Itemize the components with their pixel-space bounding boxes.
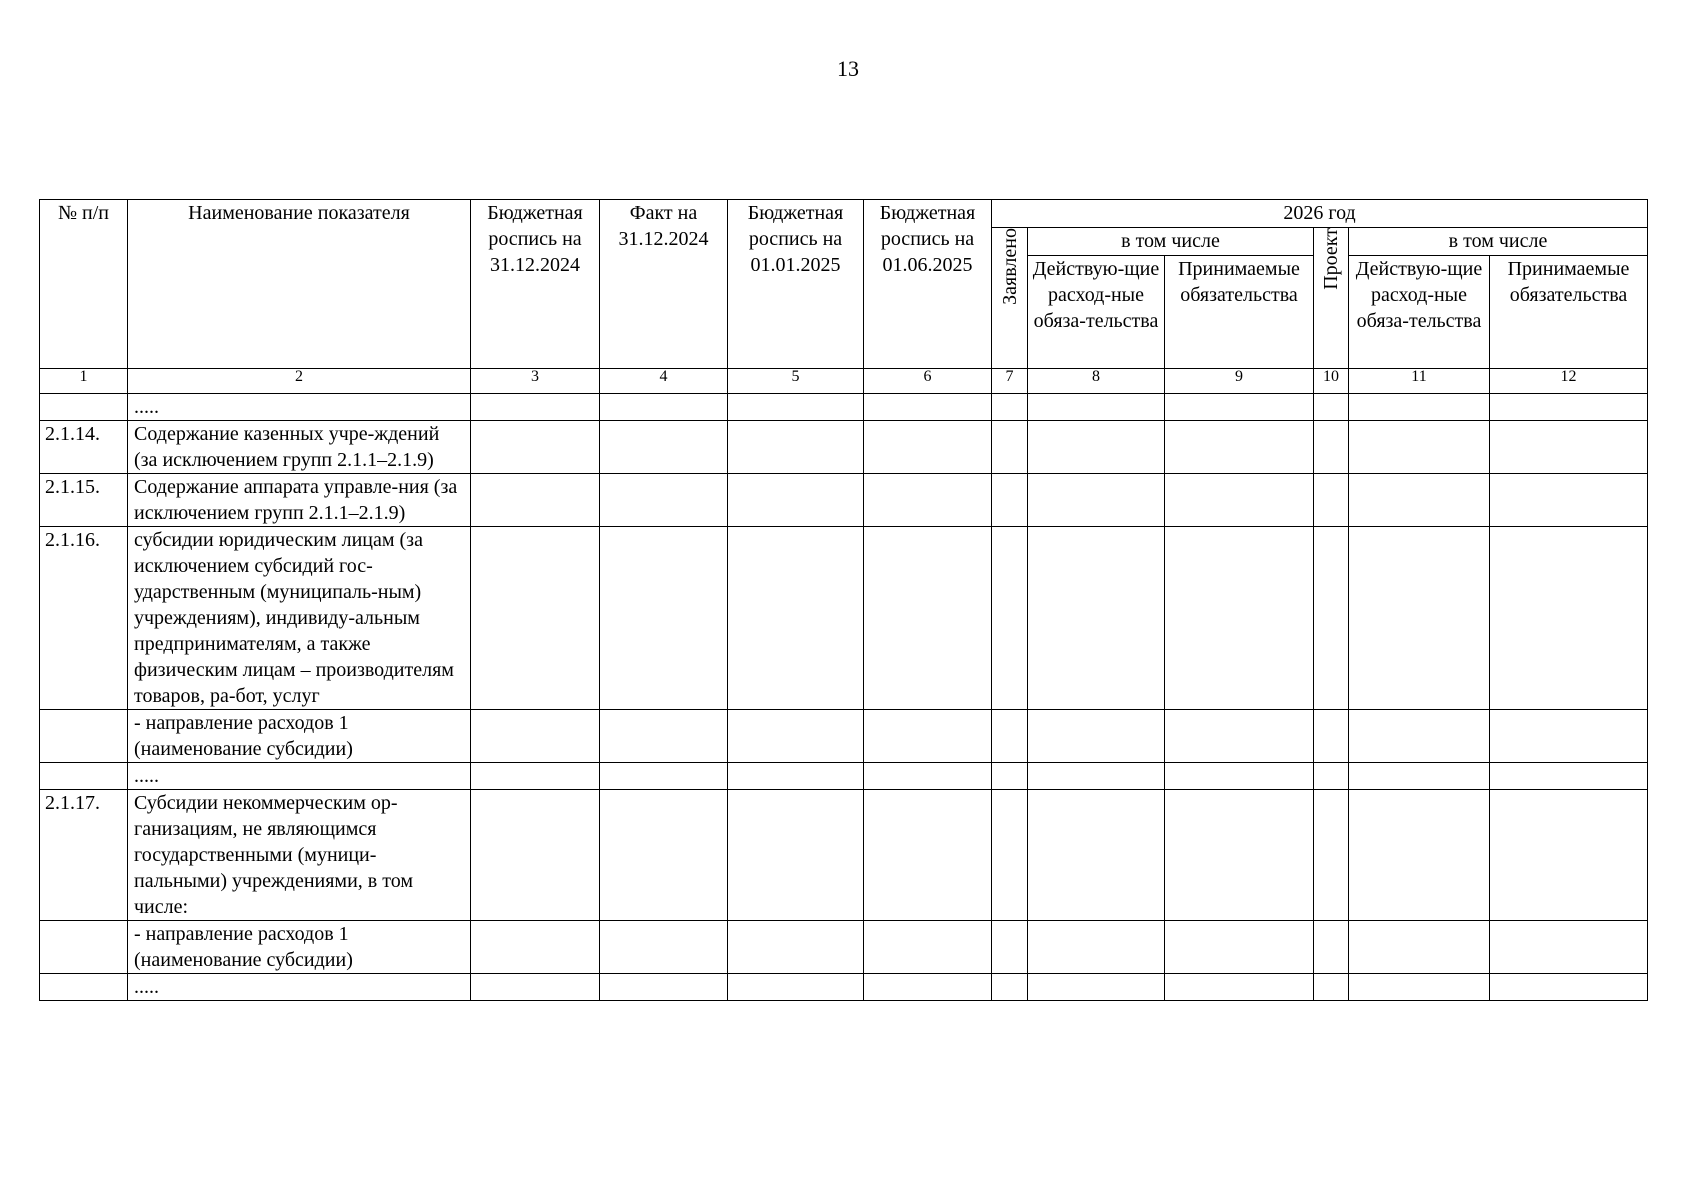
value-cell-col-8	[1028, 710, 1165, 763]
header-name: Наименование показателя	[128, 200, 471, 369]
value-cell-col-7	[992, 790, 1028, 921]
value-cell-col-3	[471, 921, 600, 974]
value-cell-col-3	[471, 763, 600, 790]
value-cell-col-10	[1314, 527, 1349, 710]
value-cell-col-9	[1165, 710, 1314, 763]
value-cell-col-12	[1490, 527, 1648, 710]
value-cell-col-7	[992, 527, 1028, 710]
value-cell-col-3	[471, 974, 600, 1001]
row-number: 2.1.14.	[40, 421, 128, 474]
value-cell-col-11	[1349, 527, 1490, 710]
row-number	[40, 974, 128, 1001]
value-cell-col-5	[728, 974, 864, 1001]
table-row	[40, 527, 1648, 710]
value-cell-col-12	[1490, 763, 1648, 790]
value-cell-col-8	[1028, 527, 1165, 710]
row-indicator-name: Содержание аппарата управле-ния (за исключением групп 2.1.1–2.1.9)	[128, 474, 471, 527]
table-row	[40, 974, 1648, 1001]
table-row	[40, 421, 1648, 474]
header-declared-label: Заявлено	[998, 228, 1021, 305]
value-cell-col-9	[1165, 394, 1314, 421]
value-cell-col-12	[1490, 394, 1648, 421]
value-cell-col-7	[992, 394, 1028, 421]
header-fact-2024: Факт на 31.12.2024	[600, 200, 728, 369]
column-index: 2	[128, 369, 471, 394]
header-num: № п/п	[40, 200, 128, 369]
table-row	[40, 763, 1648, 790]
header-accepted-obligations-2: Принимаемые обязательства	[1490, 256, 1648, 369]
value-cell-col-9	[1165, 474, 1314, 527]
value-cell-col-5	[728, 763, 864, 790]
value-cell-col-4	[600, 921, 728, 974]
value-cell-col-5	[728, 394, 864, 421]
row-number	[40, 394, 128, 421]
value-cell-col-3	[471, 394, 600, 421]
value-cell-col-10	[1314, 474, 1349, 527]
value-cell-col-8	[1028, 790, 1165, 921]
header-project	[1314, 228, 1349, 369]
value-cell-col-7	[992, 763, 1028, 790]
column-index: 9	[1165, 369, 1314, 394]
column-index: 4	[600, 369, 728, 394]
value-cell-col-4	[600, 790, 728, 921]
table-row	[40, 394, 1648, 421]
table-row	[40, 710, 1648, 763]
value-cell-col-11	[1349, 974, 1490, 1001]
value-cell-col-8	[1028, 474, 1165, 527]
value-cell-col-11	[1349, 710, 1490, 763]
value-cell-col-3	[471, 710, 600, 763]
table-header	[40, 200, 1648, 394]
value-cell-col-4	[600, 421, 728, 474]
value-cell-col-11	[1349, 763, 1490, 790]
table-row	[40, 474, 1648, 527]
value-cell-col-5	[728, 790, 864, 921]
value-cell-col-11	[1349, 394, 1490, 421]
header-including-2: в том числе	[1349, 228, 1648, 256]
row-number: 2.1.15.	[40, 474, 128, 527]
value-cell-col-10	[1314, 421, 1349, 474]
row-number	[40, 763, 128, 790]
value-cell-col-12	[1490, 974, 1648, 1001]
column-index: 7	[992, 369, 1028, 394]
row-indicator-name: .....	[128, 974, 471, 1001]
value-cell-col-6	[864, 921, 992, 974]
header-declared	[992, 228, 1028, 369]
row-indicator-name: Содержание казенных учре-ждений (за исключением групп 2.1.1–2.1.9)	[128, 421, 471, 474]
column-index-row	[40, 369, 1648, 394]
value-cell-col-3	[471, 527, 600, 710]
column-index: 6	[864, 369, 992, 394]
value-cell-col-6	[864, 974, 992, 1001]
value-cell-col-7	[992, 474, 1028, 527]
value-cell-col-9	[1165, 763, 1314, 790]
value-cell-col-10	[1314, 394, 1349, 421]
row-indicator-name: субсидии юридическим лицам (за исключением субсидий гос-ударственным (муниципаль-ным) учреждениям), индивиду-альным предпринимателям, а также физическим лицам – производителям товаров, ра-бот, услуг	[128, 527, 471, 710]
value-cell-col-12	[1490, 421, 1648, 474]
page-number: 13	[837, 56, 859, 81]
row-indicator-name: .....	[128, 763, 471, 790]
header-budget-01-01-2025: Бюджетная роспись на 01.01.2025	[728, 200, 864, 369]
table-row	[40, 921, 1648, 974]
value-cell-col-8	[1028, 394, 1165, 421]
value-cell-col-9	[1165, 421, 1314, 474]
value-cell-col-11	[1349, 421, 1490, 474]
value-cell-col-11	[1349, 921, 1490, 974]
value-cell-col-4	[600, 527, 728, 710]
table-body	[40, 394, 1648, 1001]
value-cell-col-8	[1028, 763, 1165, 790]
row-indicator-name: - направление расходов 1 (наименование субсидии)	[128, 921, 471, 974]
header-including-1: в том числе	[1028, 228, 1314, 256]
budget-table	[39, 199, 1648, 1001]
row-number	[40, 710, 128, 763]
value-cell-col-6	[864, 790, 992, 921]
value-cell-col-11	[1349, 790, 1490, 921]
table-row	[40, 790, 1648, 921]
value-cell-col-3	[471, 421, 600, 474]
value-cell-col-9	[1165, 527, 1314, 710]
value-cell-col-4	[600, 710, 728, 763]
value-cell-col-5	[728, 474, 864, 527]
value-cell-col-7	[992, 710, 1028, 763]
value-cell-col-5	[728, 921, 864, 974]
value-cell-col-10	[1314, 710, 1349, 763]
value-cell-col-10	[1314, 763, 1349, 790]
value-cell-col-10	[1314, 921, 1349, 974]
column-index: 5	[728, 369, 864, 394]
value-cell-col-8	[1028, 921, 1165, 974]
value-cell-col-3	[471, 474, 600, 527]
value-cell-col-4	[600, 394, 728, 421]
value-cell-col-5	[728, 527, 864, 710]
header-existing-obligations-2: Действую-щие расход-ные обяза-тельства	[1349, 256, 1490, 369]
value-cell-col-6	[864, 710, 992, 763]
column-index: 11	[1349, 369, 1490, 394]
row-number: 2.1.17.	[40, 790, 128, 921]
row-indicator-name: Субсидии некоммерческим ор-ганизациям, не являющимся государственными (муници-пальными) учреждениями, в том числе:	[128, 790, 471, 921]
value-cell-col-7	[992, 921, 1028, 974]
value-cell-col-5	[728, 710, 864, 763]
row-number: 2.1.16.	[40, 527, 128, 710]
value-cell-col-6	[864, 474, 992, 527]
value-cell-col-6	[864, 763, 992, 790]
row-indicator-name: .....	[128, 394, 471, 421]
value-cell-col-9	[1165, 974, 1314, 1001]
value-cell-col-8	[1028, 421, 1165, 474]
value-cell-col-4	[600, 474, 728, 527]
value-cell-col-7	[992, 421, 1028, 474]
value-cell-col-5	[728, 421, 864, 474]
value-cell-col-12	[1490, 474, 1648, 527]
value-cell-col-4	[600, 974, 728, 1001]
value-cell-col-9	[1165, 921, 1314, 974]
header-budget-01-06-2025: Бюджетная роспись на 01.06.2025	[864, 200, 992, 369]
value-cell-col-3	[471, 790, 600, 921]
header-accepted-obligations-1: Принимаемые обязательства	[1165, 256, 1314, 369]
value-cell-col-10	[1314, 790, 1349, 921]
row-number	[40, 921, 128, 974]
header-budget-2024: Бюджетная роспись на 31.12.2024	[471, 200, 600, 369]
column-index: 12	[1490, 369, 1648, 394]
header-existing-obligations-1: Действую-щие расход-ные обяза-тельства	[1028, 256, 1165, 369]
value-cell-col-9	[1165, 790, 1314, 921]
column-index: 1	[40, 369, 128, 394]
value-cell-col-6	[864, 394, 992, 421]
row-indicator-name: - направление расходов 1 (наименование субсидии)	[128, 710, 471, 763]
value-cell-col-8	[1028, 974, 1165, 1001]
header-project-label: Проект	[1320, 228, 1342, 290]
column-index: 3	[471, 369, 600, 394]
value-cell-col-11	[1349, 474, 1490, 527]
value-cell-col-6	[864, 527, 992, 710]
value-cell-col-10	[1314, 974, 1349, 1001]
value-cell-col-7	[992, 974, 1028, 1001]
column-index: 10	[1314, 369, 1349, 394]
value-cell-col-4	[600, 763, 728, 790]
value-cell-col-6	[864, 421, 992, 474]
value-cell-col-12	[1490, 921, 1648, 974]
header-year-2026: 2026 год	[992, 200, 1648, 228]
value-cell-col-12	[1490, 710, 1648, 763]
value-cell-col-12	[1490, 790, 1648, 921]
column-index: 8	[1028, 369, 1165, 394]
